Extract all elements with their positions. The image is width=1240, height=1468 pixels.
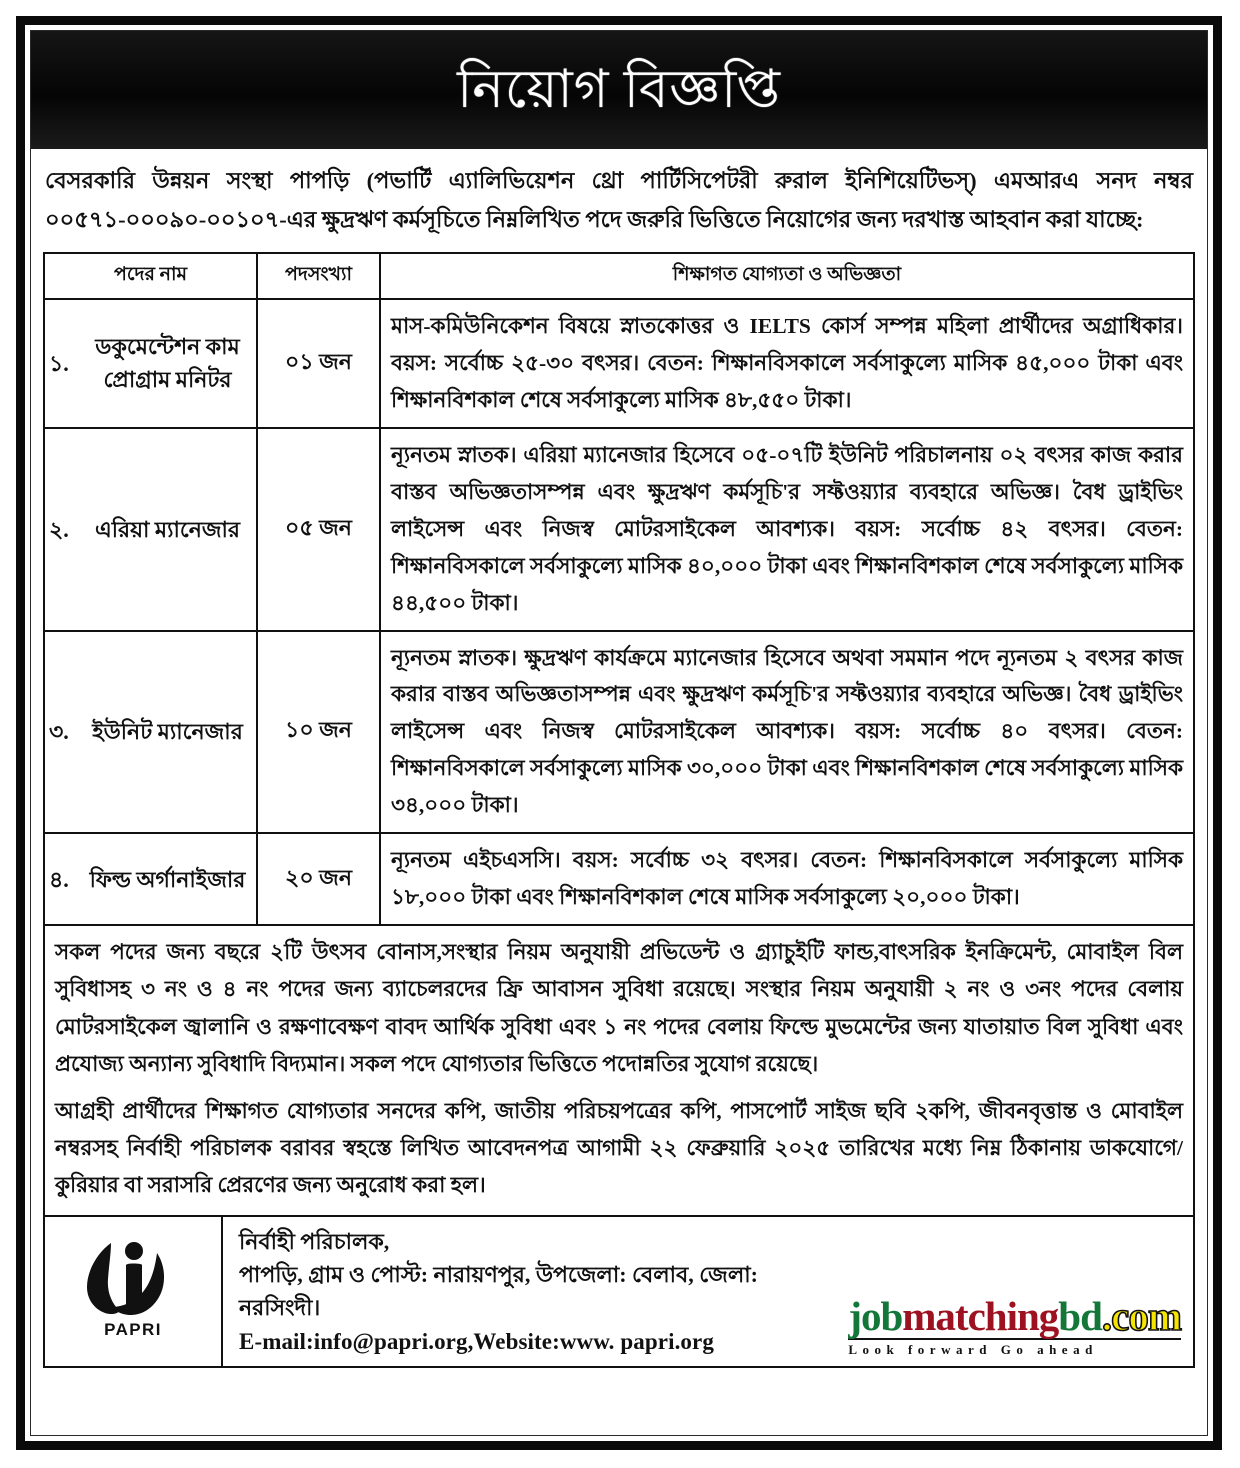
- jobmatchingbd-wordmark: [848, 1292, 1181, 1339]
- table-row: [44, 299, 1194, 428]
- post-name-cell: [44, 631, 257, 834]
- wordmark-tagline: Look forward Go ahead: [848, 1341, 1098, 1357]
- post-name: এরিয়া ম্যানেজার: [94, 516, 241, 542]
- page-inner-border: [30, 30, 1208, 1436]
- row-serial: ৪.: [49, 866, 69, 892]
- contact-line: E-mail:info@papri.org,Website:www. papri.org: [239, 1328, 714, 1354]
- header-banner: [31, 31, 1207, 149]
- column-header-qualification: শিক্ষাগত যোগ্যতা ও অভিজ্ঞতা: [380, 253, 1194, 299]
- post-name: ডকুমেন্টেশন কাম প্রোগ্রাম মনিটর: [95, 334, 240, 393]
- qualification-cell: ন্যূনতম স্নাতক। ক্ষুদ্রঋণ কার্যক্রমে ম্যানেজার হিসেবে অথবা সমমান পদে ন্যূনতম ২ বৎসর কাজ করার বাস্তব অভিজ্ঞতাসম্পন্ন এবং ক্ষুদ্রঋণ কর্মসূচি'র সফ্টওয়্যার ব্যবহারে অভিজ্ঞ। বৈধ ড্রাইভিং লাইসেন্স এবং নিজস্ব মোটরসাইকেল আবশ্যক। বয়স: সর্বোচ্চ ৪০ বৎসর। বেতন: শিক্ষানবিসকালে সর্বসাকুল্যে মাসিক ৩০,০০০ টাকা এবং শিক্ষানবিশকাল শেষে সর্বসাকুল্যে মাসিক ৩৪,০০০ টাকা।: [380, 631, 1194, 834]
- post-count-cell: ০৫ জন: [257, 428, 380, 631]
- notes-section: [43, 926, 1195, 1216]
- page-outer-border: [16, 16, 1222, 1450]
- wordmark-dot: .: [1101, 1292, 1112, 1339]
- row-serial: ২.: [49, 516, 69, 542]
- post-name-cell: [44, 299, 257, 428]
- table-row: [44, 833, 1194, 925]
- table-header-row: [44, 253, 1194, 299]
- qualification-cell: মাস-কমিউনিকেশন বিষয়ে স্নাতকোত্তর ও IELTS কোর্স সম্পন্ন মহিলা প্রার্থীদের অগ্রাধিকার। বয়স: সর্বোচ্চ ২৫-৩০ বৎসর। বেতন: শিক্ষানবিসকালে সর্বসাকুল্যে মাসিক ৪৫,০০০ টাকা এবং শিক্ষানবিশকাল শেষে সর্বসাকুল্যে মাসিক ৪৮,৫৫০ টাকা।: [380, 299, 1194, 428]
- application-paragraph: আগ্রহী প্রার্থীদের শিক্ষাগত যোগ্যতার সনদের কপি, জাতীয় পরিচয়পত্রের কপি, পাসপোর্ট সাইজ ছবি ২কপি, জীবনবৃত্তান্ত ও মোবাইল নম্বরসহ নির্বাহী পরিচালক বরাবর স্বহস্তে লিখিত আবেদনপত্র আগামী ২২ ফেব্রুয়ারি ২০২৫ তারিখের মধ্যে নিম্ন ঠিকানায় ডাকযোগে/কুরিয়ার বা সরাসরি প্রেরণের জন্য অনুরোধ করা হল।: [55, 1099, 1183, 1198]
- post-name: ফিল্ড অর্গানাইজার: [89, 866, 246, 892]
- jobmatchingbd-watermark: [848, 1292, 1181, 1358]
- column-header-post-count: পদসংখ্যা: [257, 253, 380, 299]
- footer-content: [223, 1217, 1193, 1366]
- page-title: নিয়োগ বিজ্ঞপ্তি: [457, 60, 781, 119]
- row-serial: ১.: [49, 350, 69, 376]
- row-serial: ৩.: [49, 719, 69, 745]
- papri-logo: [45, 1217, 223, 1366]
- post-name: ইউনিট ম্যানেজার: [92, 719, 243, 745]
- benefits-paragraph: সকল পদের জন্য বছরে ২টি উৎসব বোনাস,সংস্থার নিয়ম অনুযায়ী প্রভিডেন্ট ও গ্র্যাচুইটি ফান্ড,বাৎসরিক ইনক্রিমেন্ট, মোবাইল বিল সুবিধাসহ ৩ নং ও ৪ নং পদের জন্য ব্যাচেলরদের ফ্রি আবাসন সুবিধা রয়েছে। সংস্থার নিয়ম অনুযায়ী ২ নং ও ৩নং পদের বেলায় মোটরসাইকেল জ্বালানি ও রক্ষণাবেক্ষণ বাবদ আর্থিক সুবিধা এবং ১ নং পদের বেলায় ফিল্ডে মুভমেন্টের জন্য যাতায়াত বিল সুবিধা এবং প্রযোজ্য অন্যান্য সুবিধাদি বিদ্যমান। সকল পদে যোগ্যতার ভিত্তিতে পদোন্নতির সুযোগ রয়েছে।: [55, 940, 1183, 1076]
- post-name-cell: [44, 428, 257, 631]
- wordmark-matching: matching: [902, 1292, 1059, 1339]
- post-name-cell: [44, 833, 257, 925]
- wordmark-bd: bd: [1058, 1292, 1102, 1339]
- papri-logo-text: PAPRI: [104, 1319, 162, 1339]
- intro-paragraph: বেসরকারি উন্নয়ন সংস্থা পাপড়ি (পভার্টি এ্যালিভিয়েশন থ্রো পার্টিসিপেটরী রুরাল ইনিশিয়েটিভস্) এমআরএ সনদ নম্বর ০০৫৭১-০০০৯০-০০১০৭-এর ক্ষুদ্রঋণ কর্মসূচিতে নিম্নলিখিত পদে জরুরি ভিত্তিতে নিয়োগের জন্য দরখাস্ত আহবান করা যাচ্ছে:: [45, 168, 1193, 233]
- table-row: [44, 631, 1194, 834]
- address-block: [239, 1225, 838, 1360]
- footer-spacer: [31, 1368, 1207, 1435]
- qualification-cell: ন্যূনতম স্নাতক। এরিয়া ম্যানেজার হিসেবে ০৫-০৭টি ইউনিট পরিচালনায় ০২ বৎসর কাজ করার বাস্তব অভিজ্ঞতাসম্পন্ন এবং ক্ষুদ্রঋণ কর্মসূচি'র সফ্টওয়্যার ব্যবহারে অভিজ্ঞ। বৈধ ড্রাইভিং লাইসেন্স এবং নিজস্ব মোটরসাইকেল আবশ্যক। বয়স: সর্বোচ্চ ৪২ বৎসর। বেতন: শিক্ষানবিসকালে সর্বসাকুল্যে মাসিক ৪০,০০০ টাকা এবং শিক্ষানবিশকাল শেষে সর্বসাকুল্যে মাসিক ৪৪,৫০০ টাকা।: [380, 428, 1194, 631]
- jobs-table: [43, 252, 1195, 927]
- table-row: [44, 428, 1194, 631]
- wordmark-com: com: [1111, 1292, 1181, 1339]
- column-header-post-name: পদের নাম: [44, 253, 257, 299]
- address-line: পাপড়ি, গ্রাম ও পোস্ট: নারায়ণপুর, উপজেলা: বেলাব, জেলা: নরসিংদী।: [239, 1262, 758, 1321]
- designation-line: নির্বাহী পরিচালক,: [239, 1228, 390, 1254]
- papri-emblem-icon: [81, 1241, 185, 1319]
- post-count-cell: ১০ জন: [257, 631, 380, 834]
- wordmark-job: job: [848, 1292, 903, 1339]
- footer-section: [43, 1217, 1195, 1368]
- qualification-cell: ন্যূনতম এইচএসসি। বয়স: সর্বোচ্চ ৩২ বৎসর। বেতন: শিক্ষানবিসকালে সর্বসাকুল্যে মাসিক ১৮,০০০ টাকা এবং শিক্ষানবিশকাল শেষে মাসিক সর্বসাকুল্যে ২০,০০০ টাকা।: [380, 833, 1194, 925]
- post-count-cell: ০১ জন: [257, 299, 380, 428]
- post-count-cell: ২০ জন: [257, 833, 380, 925]
